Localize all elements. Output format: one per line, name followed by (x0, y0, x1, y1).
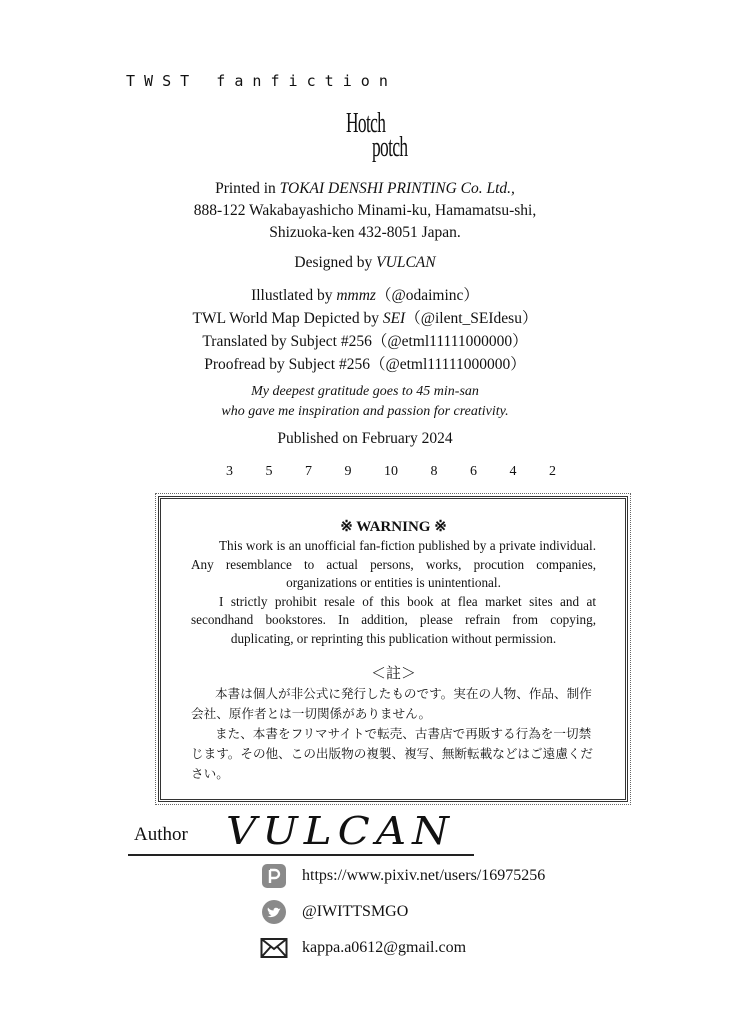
email-address[interactable]: kappa.a0612@gmail.com (302, 939, 467, 956)
author-signature: VULCAN (226, 807, 455, 854)
warning-paragraph-1: This work is an unofficial fan-fiction published by a private individual. Any resemblance to actual persons, works, procution companies, organizations or entities is unintentional. (191, 538, 596, 590)
printing-number: 8 (430, 464, 438, 479)
printing-number: 2 (549, 464, 556, 479)
printing-numbers (226, 464, 556, 480)
jp-note-paragraph-1: 本書は個人が非公式に発行したものです。実在の人物、作品、制作会社、原作者とは一切関係がありません。 (191, 686, 592, 721)
hotchpotch-logo (346, 108, 436, 172)
credits (0, 284, 730, 376)
printing-number: 5 (265, 464, 273, 479)
jp-note-title: ＜註＞ (370, 666, 416, 682)
author-label: Author (134, 824, 188, 845)
credit-map (0, 307, 730, 330)
printing-number: 4 (509, 464, 517, 479)
printing-number: 7 (305, 464, 312, 479)
contact-pixiv (260, 862, 545, 890)
warning-paragraph-2: I strictly prohibit resale of this book at flea market sites and at secondhand bookstores. In addition, please refrain from copying, duplicating, or reprinting this publication without permission. (191, 593, 596, 646)
printing-number: 6 (470, 464, 477, 479)
twitter-icon (260, 898, 288, 926)
printing-number: 9 (344, 464, 352, 479)
illustrator-prefix: Illustlated by (251, 287, 337, 304)
mail-icon (260, 934, 288, 962)
designed-by-prefix: Designed by (294, 254, 377, 271)
illustrator-name: mmmz (336, 287, 376, 304)
pixiv-icon (260, 862, 288, 890)
warning-title: ※ WARNING ※ (340, 519, 447, 535)
printer-company: TOKAI DENSHI PRINTING Co. Ltd., (279, 180, 515, 197)
gratitude-line-2: who gave me inspiration and passion for creativity. (221, 404, 509, 419)
gratitude (0, 382, 730, 422)
illustrator-handle: （@odaiminc） (375, 287, 479, 304)
credit-translator: Translated by Subject #256（@etml11111000000） (202, 333, 528, 350)
gratitude-line-1: My deepest gratitude goes to 45 min-san (251, 384, 479, 399)
credit-illustrator (0, 284, 730, 307)
printer-info (0, 178, 730, 244)
jp-note-paragraph-2: また、本書をフリマサイトで転売、古書店で再販する行為を一切禁じます。その他、この出版物の複製、複写、無断転載などはご遠慮ください。 (191, 726, 593, 781)
printer-prefix: Printed in (215, 180, 280, 197)
series-title: T W S T f a n f i c t i o n (126, 72, 388, 90)
printer-line-2: 888-122 Wakabayashicho Minami-ku, Hamamatsu-shi, (193, 202, 537, 219)
twitter-handle[interactable]: @IWITTSMGO (302, 903, 409, 920)
pixiv-link[interactable]: https://www.pixiv.net/users/16975256 (302, 867, 546, 884)
contact-mail (260, 934, 466, 962)
warning-box (158, 496, 628, 802)
credit-proofreader: Proofread by Subject #256（@etml11111000000） (204, 356, 526, 373)
map-artist-handle: （@ilent_SEIdesu） (405, 310, 538, 327)
printer-line-1 (0, 178, 730, 200)
logo-line-2: potch (372, 132, 408, 163)
published-date: Published on February 2024 (277, 430, 453, 447)
designer-name: VULCAN (376, 254, 436, 271)
contact-twitter (260, 898, 408, 926)
printer-line-3: Shizuoka-ken 432-8051 Japan. (269, 224, 461, 241)
logo-line-1: Hotch (346, 108, 386, 139)
printing-number: 3 (226, 464, 233, 479)
printing-number: 10 (384, 464, 398, 479)
warning-content (191, 517, 596, 784)
map-prefix: TWL World Map Depicted by (192, 310, 383, 327)
author-underline (128, 854, 474, 856)
designed-by (0, 254, 730, 272)
map-artist-name: SEI (382, 310, 406, 327)
